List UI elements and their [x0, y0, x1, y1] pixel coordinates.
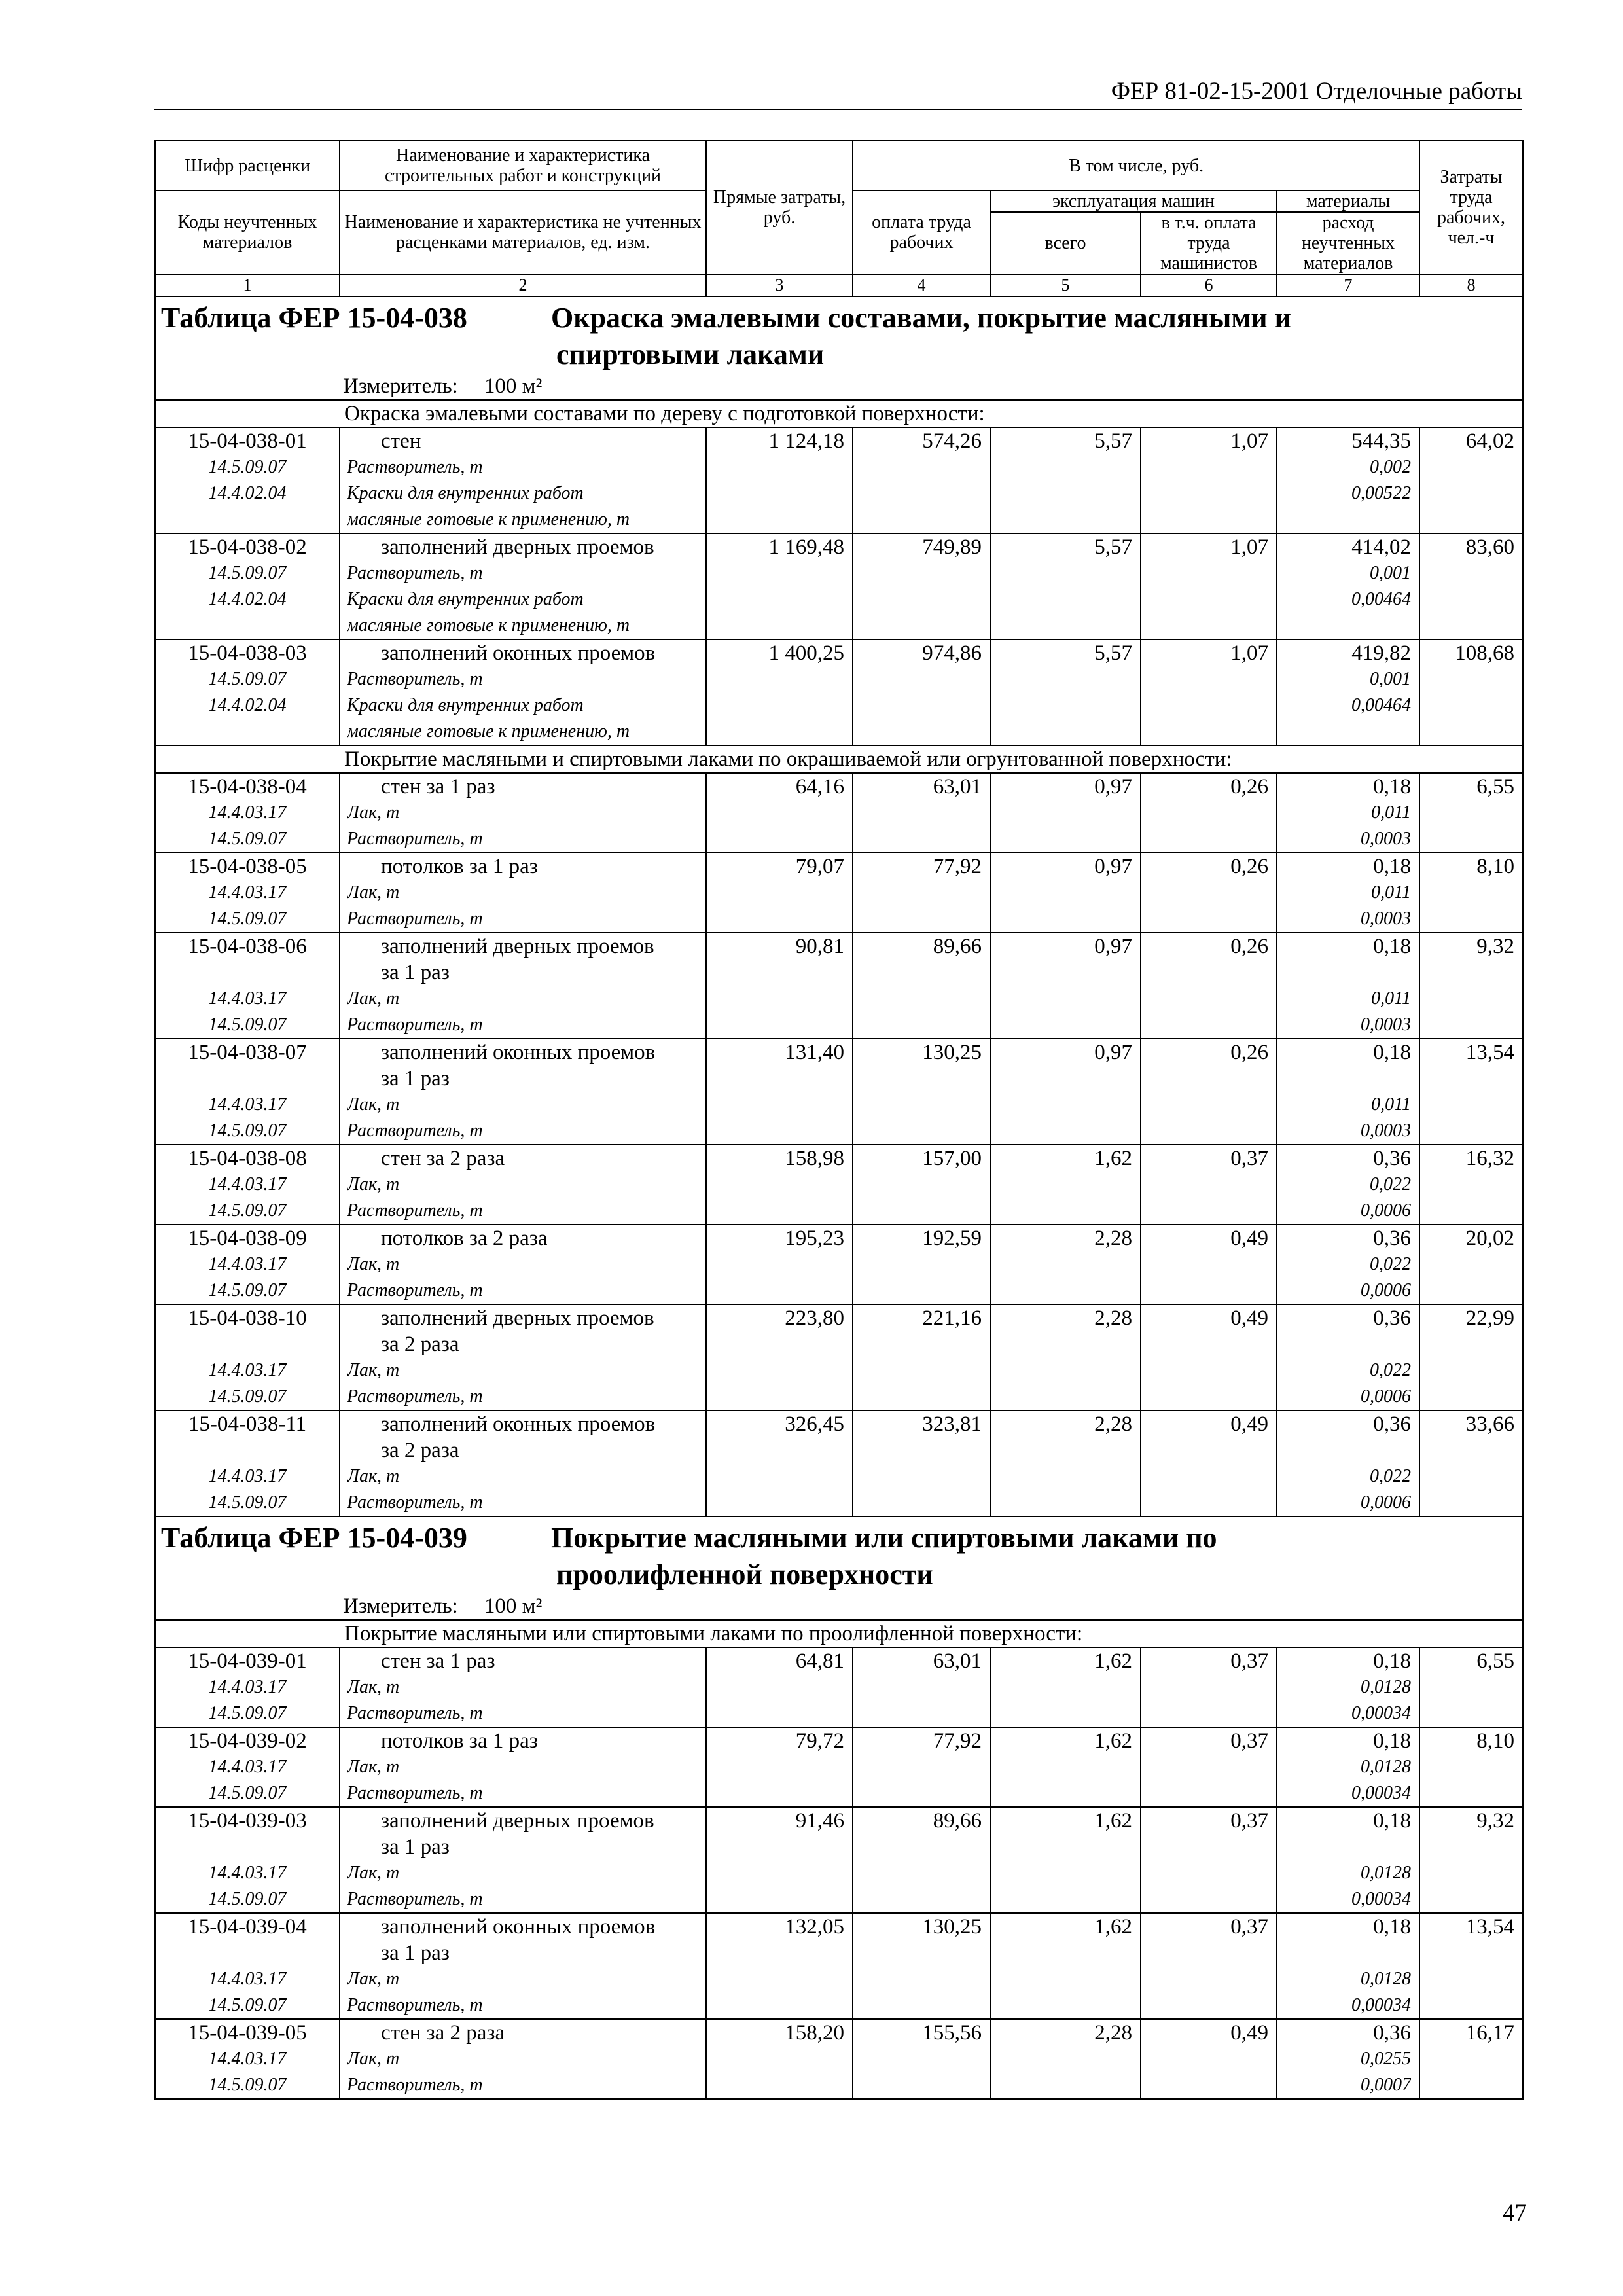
material-qty: 0,00034 [1351, 1703, 1412, 1723]
col-num-4: 4 [853, 274, 990, 296]
machines-labor: 0,37 [1230, 1147, 1268, 1170]
materials-value: 0,36 [1373, 1227, 1412, 1250]
material-code: 14.4.03.17 [208, 1863, 287, 1883]
col-materials-use: расход неучтенных материалов [1277, 212, 1419, 274]
work-name: заполнений оконных проемов [381, 1915, 656, 1939]
col-num-1: 1 [155, 274, 340, 296]
machines-labor: 0,26 [1230, 935, 1268, 958]
col-num-5: 5 [990, 274, 1141, 296]
materials-value: 544,35 [1351, 429, 1412, 453]
direct-cost: 158,98 [785, 1147, 844, 1170]
col-code-bottom: Коды неучтенных материалов [155, 190, 340, 274]
machines-total: 1,62 [1094, 1809, 1132, 1833]
labor-cost: 8,10 [1476, 855, 1515, 878]
material-code: 14.5.09.07 [208, 457, 287, 477]
material-code: 14.4.03.17 [208, 988, 287, 1009]
rate-code: 15-04-039-04 [188, 1915, 307, 1939]
material-qty: 0,0128 [1361, 1677, 1412, 1697]
labor-cost: 22,99 [1465, 1306, 1515, 1330]
table-row [155, 1039, 1523, 1145]
measure-value: 100 м² [484, 1594, 543, 1618]
col-num-7: 7 [1277, 274, 1419, 296]
material-qty: 0,022 [1370, 1254, 1412, 1274]
machines-labor: 0,49 [1230, 1306, 1268, 1330]
rate-code: 15-04-039-05 [188, 2021, 307, 2045]
labor-cost: 6,55 [1476, 1649, 1515, 1673]
rate-code: 15-04-038-05 [188, 855, 307, 878]
col-direct: Прямые затраты, руб. [706, 141, 853, 274]
table-row [155, 533, 1523, 639]
material-qty: 0,011 [1371, 1094, 1412, 1115]
material-name: Растворитель, т [347, 669, 483, 689]
direct-cost: 195,23 [785, 1227, 844, 1250]
direct-cost: 223,80 [785, 1306, 844, 1330]
material-qty: 0,0128 [1361, 1969, 1412, 1989]
material-name: Растворитель, т [347, 1200, 483, 1221]
material-qty: 0,001 [1370, 669, 1412, 689]
work-name: потолков за 1 раз [381, 1729, 538, 1753]
material-name: Краски для внутренних работ [347, 483, 584, 503]
direct-cost: 131,40 [785, 1041, 844, 1064]
table-title-cont: проолифленной поверхности [556, 1558, 933, 1590]
work-name: стен [381, 429, 421, 453]
labor-pay: 77,92 [933, 1729, 982, 1753]
work-name: за 2 раза [381, 1439, 459, 1462]
materials-value: 0,18 [1373, 1729, 1412, 1753]
table-row [155, 853, 1523, 933]
table-row [155, 427, 1523, 533]
material-qty: 0,00034 [1351, 1995, 1412, 2015]
machines-total: 0,97 [1094, 855, 1132, 878]
material-name: Лак, т [347, 2049, 400, 2069]
col-labor-pay: оплата труда рабочих [853, 190, 990, 274]
labor-pay: 130,25 [922, 1041, 982, 1064]
material-name: Растворитель, т [347, 1386, 483, 1407]
work-name: за 1 раз [381, 1067, 450, 1090]
material-name: масляные готовые к применению, т [347, 509, 630, 529]
machines-total: 0,97 [1094, 935, 1132, 958]
labor-cost: 9,32 [1476, 935, 1515, 958]
material-name: Растворитель, т [347, 1889, 483, 1909]
machines-total: 0,97 [1094, 1041, 1132, 1064]
labor-pay: 77,92 [933, 855, 982, 878]
table-row [155, 1145, 1523, 1225]
materials-value: 0,18 [1373, 1649, 1412, 1673]
work-name: заполнений дверных проемов [381, 1306, 654, 1330]
material-qty: 0,011 [1371, 802, 1412, 823]
direct-cost: 64,81 [795, 1649, 844, 1673]
table-row [155, 1913, 1523, 2019]
table-row [155, 1647, 1523, 1727]
labor-pay: 192,59 [922, 1227, 982, 1250]
col-machines: эксплуатация машин [990, 190, 1277, 212]
material-code: 14.4.02.04 [208, 589, 287, 609]
material-code: 14.4.03.17 [208, 2049, 287, 2069]
material-name: Растворитель, т [347, 1995, 483, 2015]
table-row [155, 1807, 1523, 1913]
machines-labor: 1,07 [1230, 641, 1268, 665]
material-code: 14.5.09.07 [208, 1121, 287, 1141]
material-code: 14.5.09.07 [208, 1492, 287, 1513]
machines-total: 2,28 [1094, 1412, 1132, 1436]
labor-pay: 63,01 [933, 1649, 982, 1673]
material-code: 14.5.09.07 [208, 2075, 287, 2095]
labor-pay: 323,81 [922, 1412, 982, 1436]
machines-total: 1,62 [1094, 1649, 1132, 1673]
material-qty: 0,0003 [1361, 1121, 1412, 1141]
page-header [154, 73, 1522, 110]
direct-cost: 64,16 [795, 775, 844, 798]
rate-code: 15-04-038-02 [188, 535, 307, 559]
col-num-8: 8 [1419, 274, 1523, 296]
material-name: Лак, т [347, 1094, 400, 1115]
direct-cost: 79,07 [795, 855, 844, 878]
work-name: за 1 раз [381, 1941, 450, 1965]
materials-value: 414,02 [1351, 535, 1412, 559]
materials-value: 0,18 [1373, 1809, 1412, 1833]
materials-value: 0,36 [1373, 2021, 1412, 2045]
material-code: 14.5.09.07 [208, 1200, 287, 1221]
material-code: 14.5.09.07 [208, 669, 287, 689]
machines-labor: 0,37 [1230, 1915, 1268, 1939]
labor-pay: 155,56 [922, 2021, 982, 2045]
direct-cost: 158,20 [785, 2021, 844, 2045]
material-code: 14.4.03.17 [208, 1254, 287, 1274]
machines-total: 2,28 [1094, 1306, 1132, 1330]
table-title: Покрытие масляными или спиртовыми лаками по [551, 1522, 1217, 1554]
materials-value: 0,36 [1373, 1412, 1412, 1436]
section-title: Окраска эмалевыми составами по дереву с подготовкой поверхности: [155, 400, 1523, 427]
material-name: Лак, т [347, 1863, 400, 1883]
material-name: Лак, т [347, 1969, 400, 1989]
material-qty: 0,0003 [1361, 908, 1412, 929]
table-heading [155, 296, 1523, 400]
material-qty: 0,0003 [1361, 829, 1412, 849]
machines-labor: 0,37 [1230, 1809, 1268, 1833]
material-code: 14.5.09.07 [208, 1280, 287, 1300]
col-num-2: 2 [340, 274, 706, 296]
materials-value: 0,18 [1373, 1915, 1412, 1939]
direct-cost: 1 124,18 [768, 429, 844, 453]
work-name: потолков за 1 раз [381, 855, 538, 878]
material-code: 14.5.09.07 [208, 1995, 287, 2015]
material-name: Растворитель, т [347, 457, 483, 477]
material-name: Растворитель, т [347, 1121, 483, 1141]
rate-code: 15-04-039-01 [188, 1649, 307, 1673]
material-name: Растворитель, т [347, 829, 483, 849]
labor-cost: 13,54 [1465, 1041, 1515, 1064]
material-name: Растворитель, т [347, 908, 483, 929]
labor-pay: 749,89 [922, 535, 982, 559]
col-machines-total: всего [990, 212, 1141, 274]
machines-labor: 0,49 [1230, 1227, 1268, 1250]
material-name: Лак, т [347, 1360, 400, 1380]
materials-value: 0,18 [1373, 855, 1412, 878]
material-qty: 0,0006 [1361, 1492, 1412, 1513]
table-heading [155, 1516, 1523, 1620]
material-code: 14.5.09.07 [208, 563, 287, 583]
material-name: Лак, т [347, 1757, 400, 1777]
material-code: 14.4.03.17 [208, 802, 287, 823]
rate-code: 15-04-038-01 [188, 429, 307, 453]
work-name: заполнений оконных проемов [381, 1041, 656, 1064]
labor-cost: 16,17 [1465, 2021, 1515, 2045]
material-code: 14.4.03.17 [208, 1969, 287, 1989]
material-qty: 0,011 [1371, 988, 1412, 1009]
material-name: Растворитель, т [347, 1703, 483, 1723]
work-name: заполнений дверных проемов [381, 535, 654, 559]
table-row [155, 1304, 1523, 1410]
direct-cost: 79,72 [795, 1729, 844, 1753]
measure-value: 100 м² [484, 374, 543, 398]
section-row [155, 400, 1523, 427]
work-name: за 2 раза [381, 1333, 459, 1356]
section-row [155, 1620, 1523, 1647]
machines-labor: 0,37 [1230, 1649, 1268, 1673]
material-code: 14.5.09.07 [208, 1014, 287, 1035]
section-title: Покрытие масляными или спиртовыми лаками по проолифленной поверхности: [155, 1620, 1523, 1647]
machines-labor: 0,26 [1230, 855, 1268, 878]
table-label: Таблица ФЕР 15-04-039 [161, 1522, 467, 1554]
material-code: 14.5.09.07 [208, 1783, 287, 1803]
table-header [155, 141, 1523, 296]
material-name: масляные готовые к применению, т [347, 721, 630, 742]
material-qty: 0,0003 [1361, 1014, 1412, 1035]
col-num-3: 3 [706, 274, 853, 296]
material-code: 14.4.03.17 [208, 1174, 287, 1194]
measure [161, 1593, 1522, 1619]
machines-total: 0,97 [1094, 775, 1132, 798]
material-code: 14.4.03.17 [208, 1094, 287, 1115]
material-qty: 0,0007 [1361, 2075, 1412, 2095]
material-name: Краски для внутренних работ [347, 695, 584, 715]
material-name: Лак, т [347, 1466, 400, 1486]
table-body [155, 296, 1523, 2099]
materials-value: 0,18 [1373, 935, 1412, 958]
labor-pay: 89,66 [933, 935, 982, 958]
col-code-top: Шифр расценки [155, 141, 340, 190]
labor-pay: 157,00 [922, 1147, 982, 1170]
table-row [155, 1225, 1523, 1304]
machines-total: 2,28 [1094, 2021, 1132, 2045]
rate-code: 15-04-038-10 [188, 1306, 307, 1330]
page-number: 47 [1503, 2200, 1527, 2227]
material-qty: 0,00464 [1351, 695, 1412, 715]
material-name: Лак, т [347, 802, 400, 823]
table-row [155, 1410, 1523, 1516]
material-name: Растворитель, т [347, 1280, 483, 1300]
material-code: 14.5.09.07 [208, 908, 287, 929]
col-num-6: 6 [1141, 274, 1277, 296]
col-name-top: Наименование и характеристика строительных работ и конструкций [340, 141, 706, 190]
material-code: 14.4.03.17 [208, 882, 287, 903]
material-name: Лак, т [347, 1677, 400, 1697]
work-name: заполнений оконных проемов [381, 641, 656, 665]
machines-total: 5,57 [1094, 429, 1132, 453]
table-row [155, 933, 1523, 1039]
material-qty: 0,001 [1370, 563, 1412, 583]
table-row [155, 1727, 1523, 1807]
header-title: ФЕР 81-02-15-2001 Отделочные работы [1111, 78, 1522, 105]
section-row [155, 745, 1523, 773]
work-name: заполнений дверных проемов [381, 1809, 654, 1833]
material-code: 14.5.09.07 [208, 1889, 287, 1909]
labor-pay: 63,01 [933, 775, 982, 798]
material-qty: 0,022 [1370, 1360, 1412, 1380]
direct-cost: 91,46 [795, 1809, 844, 1833]
table-title: Окраска эмалевыми составами, покрытие масляными и [551, 302, 1291, 334]
materials-value: 0,18 [1373, 775, 1412, 798]
labor-pay: 89,66 [933, 1809, 982, 1833]
machines-total: 2,28 [1094, 1227, 1132, 1250]
labor-cost: 108,68 [1455, 641, 1515, 665]
machines-total: 1,62 [1094, 1147, 1132, 1170]
material-qty: 0,00522 [1351, 483, 1412, 503]
measure [161, 373, 1522, 399]
table-title-cont: спиртовыми лаками [556, 338, 825, 370]
labor-cost: 9,32 [1476, 1809, 1515, 1833]
work-name: стен за 2 раза [381, 1147, 505, 1170]
rate-code: 15-04-038-03 [188, 641, 307, 665]
labor-cost: 64,02 [1465, 429, 1515, 453]
rate-code: 15-04-038-07 [188, 1041, 307, 1064]
material-name: Лак, т [347, 882, 400, 903]
rate-code: 15-04-038-08 [188, 1147, 307, 1170]
material-name: масляные готовые к применению, т [347, 615, 630, 636]
work-name: стен за 1 раз [381, 1649, 495, 1673]
material-qty: 0,011 [1371, 882, 1412, 903]
col-machines-labor: в т.ч. оплата труда машинистов [1141, 212, 1277, 274]
work-name: потолков за 2 раза [381, 1227, 548, 1250]
rate-code: 15-04-038-11 [188, 1412, 307, 1436]
work-name: стен за 1 раз [381, 775, 495, 798]
work-name: заполнений оконных проемов [381, 1412, 656, 1436]
machines-labor: 0,37 [1230, 1729, 1268, 1753]
direct-cost: 1 400,25 [768, 641, 844, 665]
direct-cost: 326,45 [785, 1412, 844, 1436]
material-qty: 0,0128 [1361, 1863, 1412, 1883]
machines-total: 5,57 [1094, 641, 1132, 665]
materials-value: 419,82 [1351, 641, 1412, 665]
rate-code: 15-04-038-06 [188, 935, 307, 958]
material-qty: 0,022 [1370, 1174, 1412, 1194]
col-name-bottom: Наименование и характеристика не учтенных расценками материалов, ед. изм. [340, 190, 706, 274]
material-code: 14.4.02.04 [208, 483, 287, 503]
material-qty: 0,00464 [1351, 589, 1412, 609]
col-incl: В том числе, руб. [853, 141, 1419, 190]
material-code: 14.5.09.07 [208, 1703, 287, 1723]
material-qty: 0,0006 [1361, 1386, 1412, 1407]
material-qty: 0,0006 [1361, 1200, 1412, 1221]
machines-labor: 0,26 [1230, 1041, 1268, 1064]
machines-labor: 0,49 [1230, 1412, 1268, 1436]
material-code: 14.4.03.17 [208, 1757, 287, 1777]
direct-cost: 1 169,48 [768, 535, 844, 559]
col-labor-cost: Затраты труда рабочих, чел.-ч [1419, 141, 1523, 274]
work-name: заполнений дверных проемов [381, 935, 654, 958]
material-name: Растворитель, т [347, 1014, 483, 1035]
material-qty: 0,0006 [1361, 1280, 1412, 1300]
table-row [155, 2019, 1523, 2099]
labor-cost: 20,02 [1465, 1227, 1515, 1250]
material-name: Растворитель, т [347, 563, 483, 583]
labor-cost: 13,54 [1465, 1915, 1515, 1939]
machines-total: 1,62 [1094, 1729, 1132, 1753]
rate-code: 15-04-039-02 [188, 1729, 307, 1753]
material-code: 14.5.09.07 [208, 829, 287, 849]
material-qty: 0,00034 [1351, 1889, 1412, 1909]
direct-cost: 90,81 [795, 935, 844, 958]
labor-pay: 221,16 [922, 1306, 982, 1330]
machines-total: 5,57 [1094, 535, 1132, 559]
material-name: Лак, т [347, 1254, 400, 1274]
table-label: Таблица ФЕР 15-04-038 [161, 302, 467, 334]
labor-pay: 974,86 [922, 641, 982, 665]
material-qty: 0,0255 [1361, 2049, 1412, 2069]
machines-labor: 1,07 [1230, 535, 1268, 559]
material-code: 14.5.09.07 [208, 1386, 287, 1407]
machines-labor: 0,26 [1230, 775, 1268, 798]
material-qty: 0,002 [1370, 457, 1412, 477]
labor-cost: 8,10 [1476, 1729, 1515, 1753]
material-name: Растворитель, т [347, 1783, 483, 1803]
col-materials: материалы [1277, 190, 1419, 212]
labor-cost: 6,55 [1476, 775, 1515, 798]
labor-cost: 83,60 [1465, 535, 1515, 559]
table-row [155, 773, 1523, 853]
material-name: Растворитель, т [347, 1492, 483, 1513]
rate-code: 15-04-039-03 [188, 1809, 307, 1833]
work-name: за 1 раз [381, 1835, 450, 1859]
material-name: Растворитель, т [347, 2075, 483, 2095]
material-name: Лак, т [347, 988, 400, 1009]
work-name: стен за 2 раза [381, 2021, 505, 2045]
material-name: Краски для внутренних работ [347, 589, 584, 609]
rates-table [154, 140, 1524, 2100]
material-code: 14.4.03.17 [208, 1677, 287, 1697]
material-qty: 0,0128 [1361, 1757, 1412, 1777]
material-name: Лак, т [347, 1174, 400, 1194]
labor-pay: 574,26 [922, 429, 982, 453]
direct-cost: 132,05 [785, 1915, 844, 1939]
table-row [155, 639, 1523, 745]
material-code: 14.4.03.17 [208, 1360, 287, 1380]
machines-labor: 1,07 [1230, 429, 1268, 453]
material-qty: 0,00034 [1351, 1783, 1412, 1803]
measure-label: Измеритель: [343, 374, 458, 398]
rate-code: 15-04-038-09 [188, 1227, 307, 1250]
machines-total: 1,62 [1094, 1915, 1132, 1939]
machines-labor: 0,49 [1230, 2021, 1268, 2045]
labor-cost: 16,32 [1465, 1147, 1515, 1170]
materials-value: 0,36 [1373, 1306, 1412, 1330]
work-name: за 1 раз [381, 961, 450, 984]
labor-cost: 33,66 [1465, 1412, 1515, 1436]
rate-code: 15-04-038-04 [188, 775, 307, 798]
material-code: 14.4.02.04 [208, 695, 287, 715]
materials-value: 0,18 [1373, 1041, 1412, 1064]
materials-value: 0,36 [1373, 1147, 1412, 1170]
material-code: 14.4.03.17 [208, 1466, 287, 1486]
material-qty: 0,022 [1370, 1466, 1412, 1486]
section-title: Покрытие масляными и спиртовыми лаками по окрашиваемой или огрунтованной поверхности: [155, 745, 1523, 773]
measure-label: Измеритель: [343, 1594, 458, 1618]
labor-pay: 130,25 [922, 1915, 982, 1939]
